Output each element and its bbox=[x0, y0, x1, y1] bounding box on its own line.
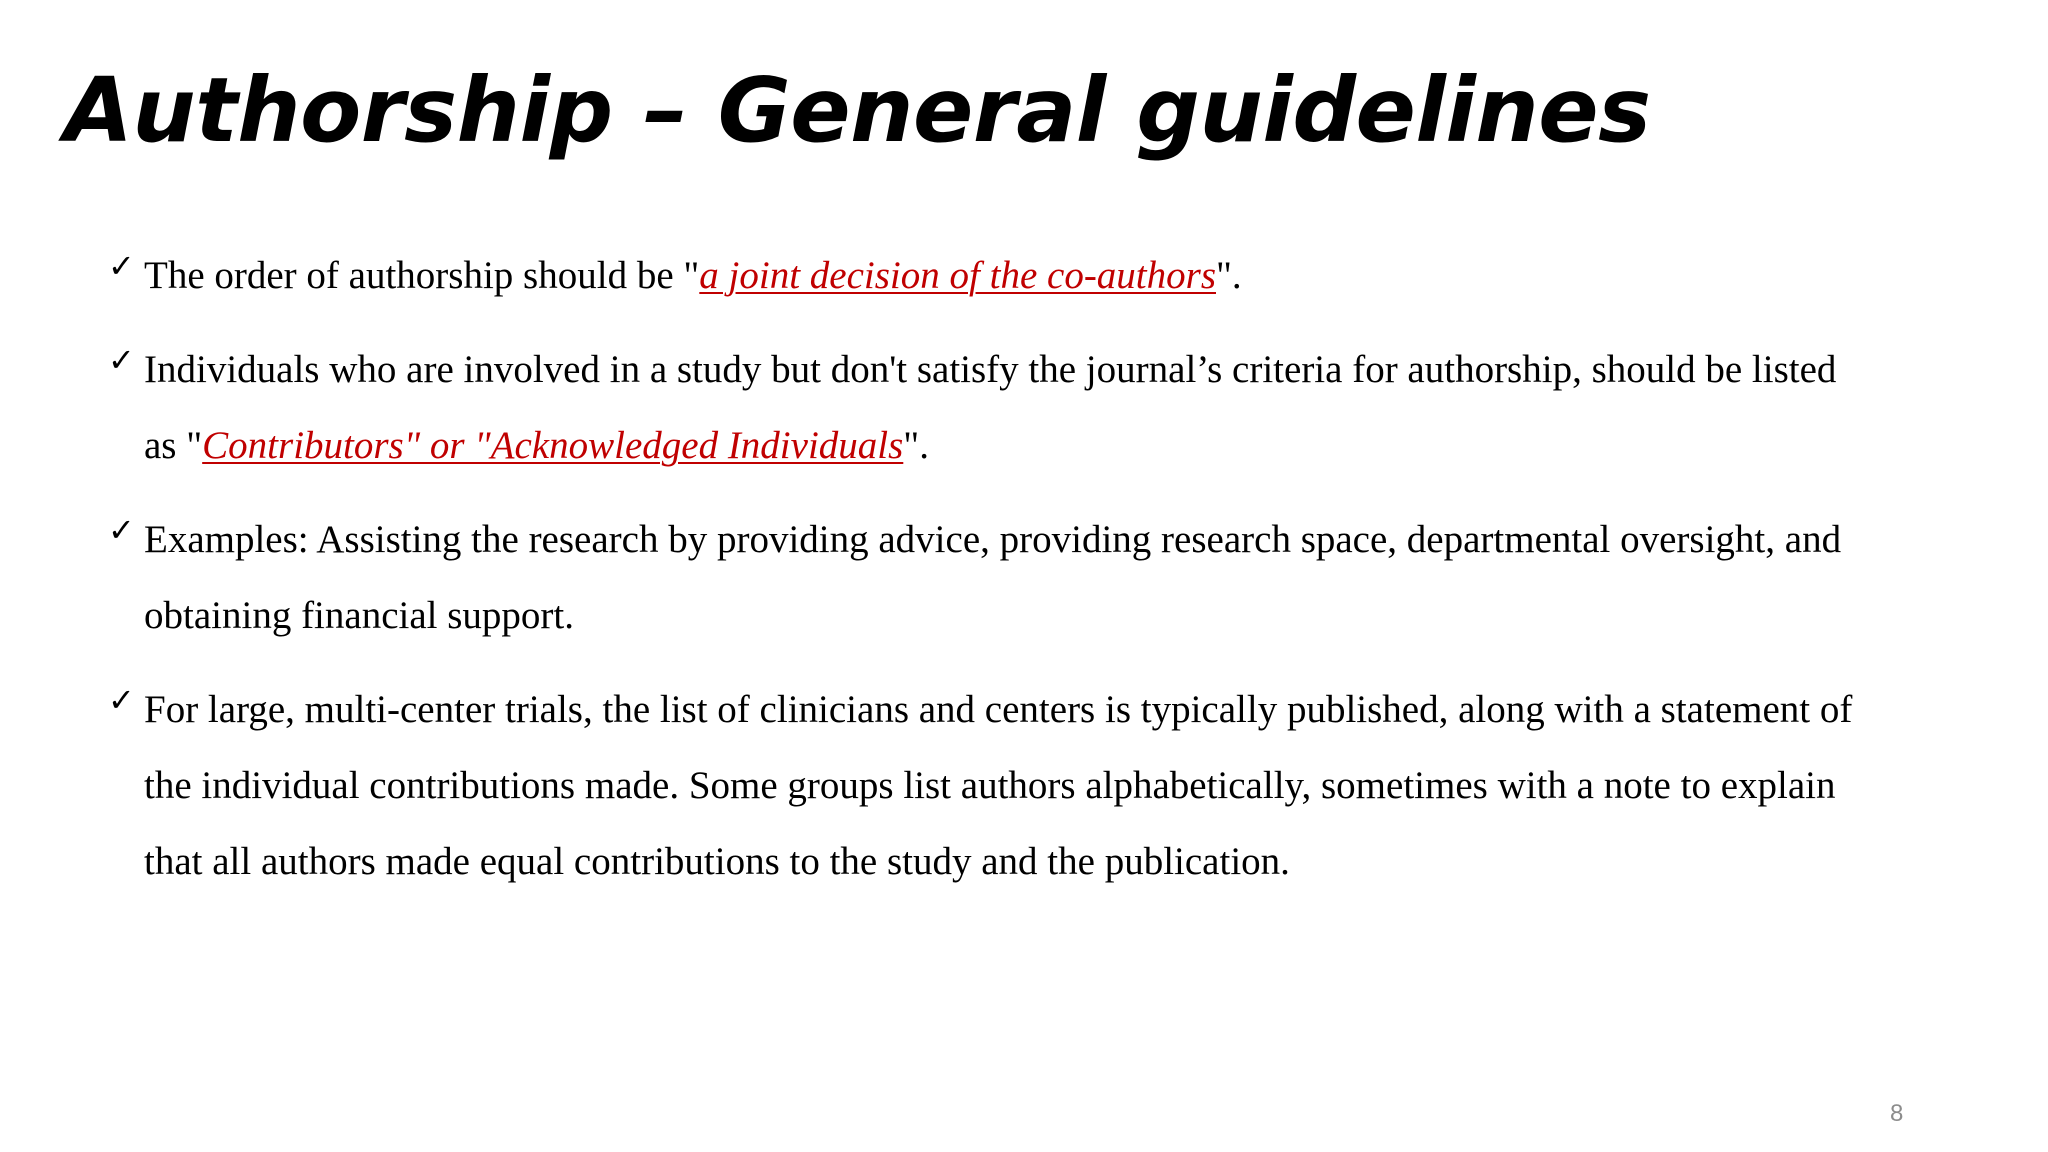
bullet-item-contributors bbox=[108, 332, 1868, 484]
check-mark-icon: ✓ bbox=[108, 681, 135, 719]
bullet-text: Examples: Assisting the research by providing advice, providing research space, departmental oversight, and obtaining financial support. bbox=[144, 518, 1842, 637]
emphasis-link-contributors[interactable]: Contributors" or "Acknowledged Individuals bbox=[202, 424, 904, 467]
bullet-item-order bbox=[108, 238, 1868, 314]
bullet-item-examples bbox=[108, 502, 1868, 654]
bullet-text-end: ". bbox=[1216, 254, 1242, 297]
check-mark-icon: ✓ bbox=[108, 247, 135, 285]
bullet-text: For large, multi-center trials, the list of clinicians and centers is typically published, along with a statement of the individual contributions made. Some groups list authors alphabetically, sometimes with a note to explain that all authors made equal contributions to the study and the publication. bbox=[144, 688, 1853, 883]
bullet-item-multicenter bbox=[108, 672, 1868, 900]
check-mark-icon: ✓ bbox=[108, 341, 135, 379]
check-mark-icon: ✓ bbox=[108, 511, 135, 549]
bullet-text-end: ". bbox=[903, 424, 929, 467]
emphasis-link-joint-decision[interactable]: a joint decision of the co-authors bbox=[699, 254, 1216, 297]
bullet-text: Individuals who are involved in a study but don't satisfy the journal’s criteria for authorship, should be listed as " bbox=[144, 348, 1837, 467]
slide-title: Authorship – General guidelines bbox=[64, 58, 1651, 162]
bullet-text: The order of authorship should be " bbox=[144, 254, 700, 297]
bullet-list bbox=[108, 238, 1868, 918]
page-number: 8 bbox=[1890, 1100, 1904, 1127]
